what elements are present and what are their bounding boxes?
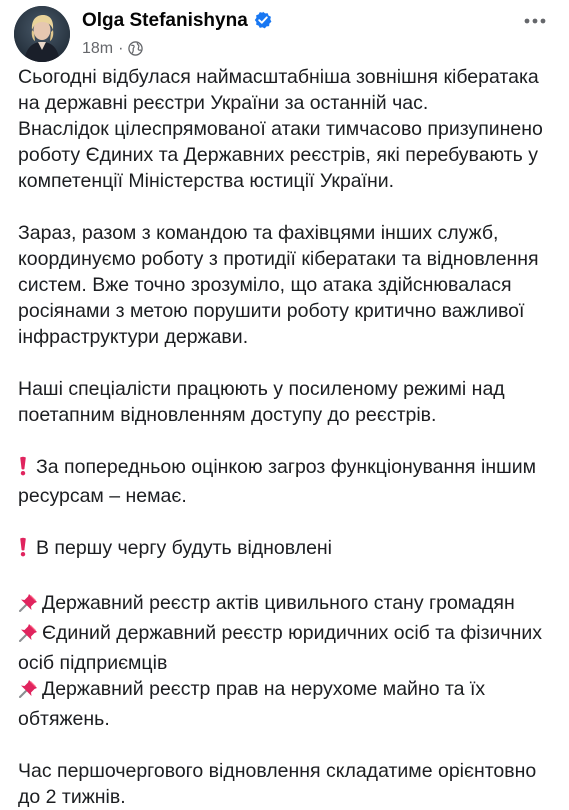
author-name-row (82, 9, 272, 36)
registry-item: Державний реєстр актів цивильного стану громадян (42, 592, 515, 614)
alert-line (18, 454, 558, 509)
post-header (14, 6, 555, 62)
post-meta (82, 39, 143, 62)
globe-icon[interactable] (128, 41, 143, 62)
meta-separator: · (118, 40, 124, 57)
more-options-button[interactable] (517, 12, 553, 36)
alert-text: За попередньою оцінкою загроз функціонування іншим ресурсам – немає. (18, 456, 537, 507)
ellipsis-icon (523, 12, 547, 29)
paragraph-intro (18, 64, 558, 194)
alert-line (18, 535, 558, 564)
registry-item: Єдиний державний реєстр юридичних осіб та фізичних осіб підприємців (18, 622, 543, 674)
verified-badge-icon (254, 11, 272, 36)
exclamation-icon (18, 456, 28, 483)
paragraph-closing (18, 758, 558, 810)
pushpin-icon (18, 677, 40, 706)
paragraph-line: Сьогодні відбулася наймасштабніша зовнішня кібератака на державні реєстри України за останній час. (18, 66, 539, 114)
registry-item: Державний реєстр прав на нерухоме майно та їх обтяжень. (18, 678, 486, 730)
post-timestamp[interactable]: 18m (82, 40, 114, 57)
paragraph-specialists (18, 376, 558, 428)
paragraph-line: Зараз, разом з командою та фахівцями інших служб, координуємо роботу з протидії кібератаки та відновлення систем. Вже точно зрозуміло, що атака здійснювалася росіянами з метою порушити роботу критично важливої інфраструктури держави. (18, 222, 539, 348)
paragraph-line: Час першочергового відновлення складатиме орієнтовно до 2 тижнів. (18, 760, 537, 808)
author-avatar[interactable] (14, 6, 70, 62)
paragraph-line: Наші спеціалісти працюють у посиленому режимі над поетапним відновленням доступу до реєстрів. (18, 378, 505, 426)
exclamation-icon (18, 537, 28, 564)
paragraph-response (18, 220, 558, 350)
pushpin-icon (18, 591, 40, 620)
pushpin-icon (18, 621, 40, 650)
author-name[interactable]: Olga Stefanishyna (82, 10, 248, 31)
registry-list (18, 590, 558, 732)
post-body (18, 64, 558, 810)
alert-text: В першу чергу будуть відновлені (36, 537, 333, 559)
paragraph-line: Внаслідок цілеспрямованої атаки тимчасово призупинено роботу Єдиних та Державних реєстрів, які перебувають у компетенції Міністерства юстиції України. (18, 118, 543, 192)
